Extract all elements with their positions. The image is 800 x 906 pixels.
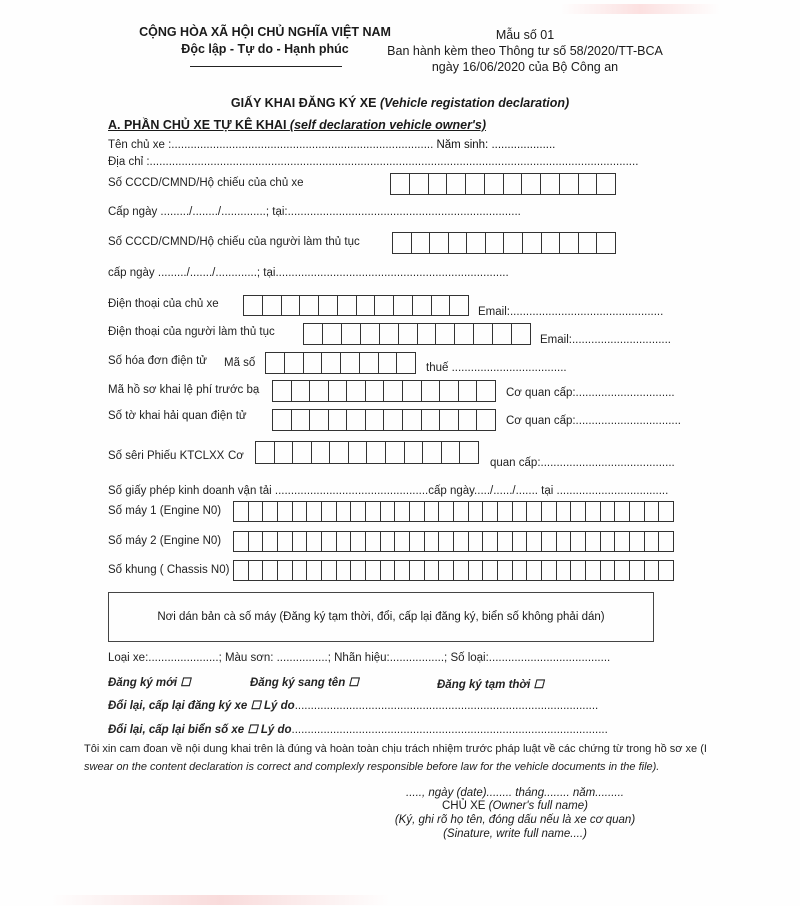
input-cell[interactable] — [263, 532, 278, 551]
engine2-boxes[interactable] — [233, 531, 674, 552]
fee-dossier-boxes[interactable] — [272, 380, 496, 402]
input-cell[interactable] — [366, 561, 381, 580]
input-cell[interactable] — [571, 532, 586, 551]
option-new-registration[interactable]: Đăng ký mới ☐ — [108, 677, 191, 689]
input-cell[interactable] — [337, 561, 352, 580]
issued-by: Ban hành kèm theo Thông tư số 58/2020/TT-BCA — [387, 44, 663, 58]
input-cell[interactable] — [571, 561, 586, 580]
engine-rubbing-sticker-area: Nơi dán bản cà số máy (Đăng ký tạm thời, đổi, cấp lại đăng ký, biển số không phải dán) — [108, 592, 654, 642]
owner-phone-boxes[interactable] — [243, 295, 469, 316]
issued-date: ngày 16/06/2020 của Bộ Công an — [431, 60, 619, 74]
input-cell[interactable] — [394, 296, 413, 315]
input-cell[interactable] — [244, 296, 263, 315]
input-cell[interactable] — [425, 532, 440, 551]
input-cell[interactable] — [349, 442, 368, 463]
input-cell[interactable] — [425, 502, 440, 521]
input-cell[interactable] — [542, 233, 561, 253]
input-cell[interactable] — [285, 353, 304, 373]
input-cell[interactable] — [483, 532, 498, 551]
input-cell[interactable] — [579, 233, 598, 253]
input-cell[interactable] — [263, 296, 282, 315]
input-cell[interactable] — [527, 532, 542, 551]
input-cell[interactable] — [422, 410, 441, 430]
input-cell[interactable] — [342, 324, 361, 344]
input-cell[interactable] — [486, 233, 505, 253]
agent-phone-boxes[interactable] — [303, 323, 531, 345]
input-cell[interactable] — [498, 561, 513, 580]
input-cell[interactable] — [338, 296, 357, 315]
input-cell[interactable] — [367, 442, 386, 463]
input-cell[interactable] — [347, 381, 366, 401]
input-cell[interactable] — [310, 381, 329, 401]
input-cell[interactable] — [234, 502, 249, 521]
input-cell[interactable] — [384, 381, 403, 401]
option-reissue-plate[interactable]: Đổi lại, cấp lại biển số xe ☐ Lý do................................................................................................... — [108, 724, 608, 736]
input-cell[interactable] — [586, 532, 601, 551]
input-cell[interactable] — [432, 296, 451, 315]
input-cell[interactable] — [234, 561, 249, 580]
input-cell[interactable] — [513, 561, 528, 580]
engine1-label: Số máy 1 (Engine N0) — [108, 505, 222, 517]
input-cell[interactable] — [571, 502, 586, 521]
input-cell[interactable] — [439, 502, 454, 521]
section-a-heading: A. PHẦN CHỦ XE TỰ KÊ KHAI (self declaration vehicle owner's) — [108, 118, 487, 132]
input-cell[interactable] — [312, 442, 331, 463]
input-cell[interactable] — [601, 561, 616, 580]
input-cell[interactable] — [422, 381, 441, 401]
input-cell[interactable] — [304, 324, 323, 344]
input-cell[interactable] — [337, 532, 352, 551]
customs-agency-field[interactable]: Cơ quan cấp:................................. — [506, 415, 681, 427]
input-cell[interactable] — [403, 410, 422, 430]
input-cell[interactable] — [381, 532, 396, 551]
input-cell[interactable] — [380, 324, 399, 344]
ktclxx-label: Số sêri Phiếu KTCLXX — [108, 450, 225, 462]
input-cell[interactable] — [455, 324, 474, 344]
input-cell[interactable] — [263, 502, 278, 521]
input-cell[interactable] — [467, 233, 486, 253]
input-cell[interactable] — [498, 532, 513, 551]
engine2-label: Số máy 2 (Engine N0) — [108, 535, 222, 547]
input-cell[interactable] — [459, 410, 478, 430]
input-cell[interactable] — [412, 233, 431, 253]
option-temporary-registration[interactable]: Đăng ký tạm thời ☐ — [437, 679, 544, 691]
form-number: Mẫu số 01 — [495, 28, 555, 42]
input-cell[interactable] — [442, 442, 461, 463]
input-cell[interactable] — [557, 502, 572, 521]
input-cell[interactable] — [440, 381, 459, 401]
input-cell[interactable] — [615, 561, 630, 580]
form-reference — [385, 27, 665, 75]
input-cell[interactable] — [469, 561, 484, 580]
input-cell[interactable] — [460, 442, 478, 463]
input-cell[interactable] — [449, 233, 468, 253]
input-cell[interactable] — [560, 174, 579, 194]
agent-id-label: Số CCCD/CMND/Hộ chiếu của người làm thủ tục — [108, 236, 360, 248]
input-cell[interactable] — [249, 561, 264, 580]
input-cell[interactable] — [483, 561, 498, 580]
input-cell[interactable] — [557, 561, 572, 580]
owner-email-field[interactable]: Email:................................................ — [478, 306, 664, 318]
input-cell[interactable] — [498, 502, 513, 521]
motto: Độc lập - Tự do - Hạnh phúc — [181, 42, 349, 56]
input-cell[interactable] — [361, 324, 380, 344]
input-cell[interactable] — [601, 502, 616, 521]
input-cell[interactable] — [542, 502, 557, 521]
input-cell[interactable] — [527, 561, 542, 580]
input-cell[interactable] — [323, 324, 342, 344]
input-cell[interactable] — [542, 532, 557, 551]
agent-id-boxes[interactable] — [392, 232, 616, 254]
input-cell[interactable] — [450, 296, 468, 315]
input-cell[interactable] — [403, 381, 422, 401]
input-cell[interactable] — [645, 502, 660, 521]
input-cell[interactable] — [659, 532, 673, 551]
input-cell[interactable] — [351, 561, 366, 580]
input-cell[interactable] — [469, 502, 484, 521]
input-cell[interactable] — [357, 296, 376, 315]
input-cell[interactable] — [429, 174, 448, 194]
input-cell[interactable] — [293, 561, 308, 580]
input-cell[interactable] — [329, 410, 348, 430]
declaration-line-1: Tôi xin cam đoan về nội dung khai trên là đúng và hoàn toàn chịu trách nhiệm trước pháp luật về các chứng từ trong hồ sơ xe (I — [84, 743, 707, 755]
input-cell[interactable] — [597, 174, 615, 194]
input-cell[interactable] — [337, 502, 352, 521]
input-cell[interactable] — [601, 532, 616, 551]
input-cell[interactable] — [278, 532, 293, 551]
national-header — [125, 24, 405, 58]
transport-license-field[interactable]: Số giấy phép kinh doanh vận tải ................................................cấp ngày...../....../....... tại ................................... — [108, 485, 669, 497]
input-cell[interactable] — [278, 502, 293, 521]
input-cell[interactable] — [454, 561, 469, 580]
input-cell[interactable] — [493, 324, 512, 344]
input-cell[interactable] — [436, 324, 455, 344]
input-cell[interactable] — [330, 442, 349, 463]
input-cell[interactable] — [307, 561, 322, 580]
input-cell[interactable] — [474, 324, 493, 344]
input-cell[interactable] — [293, 532, 308, 551]
input-cell[interactable] — [249, 532, 264, 551]
ktclxx-boxes[interactable] — [255, 441, 479, 464]
tax-code-boxes[interactable] — [265, 352, 416, 374]
input-cell[interactable] — [560, 233, 579, 253]
input-cell[interactable] — [466, 174, 485, 194]
input-cell[interactable] — [630, 532, 645, 551]
input-cell[interactable] — [351, 502, 366, 521]
agent-email-field[interactable]: Email:............................... — [540, 334, 671, 346]
vehicle-info-field[interactable]: Loại xe:......................; Màu sơn: ................; Nhãn hiệu:.................; Số loại:...................................... — [108, 652, 611, 664]
input-cell[interactable] — [292, 381, 311, 401]
input-cell[interactable] — [366, 532, 381, 551]
scan-tint — [50, 895, 390, 905]
input-cell[interactable] — [322, 561, 337, 580]
input-cell[interactable] — [366, 410, 385, 430]
birth-year-field[interactable]: Năm sinh: .................... — [436, 139, 556, 151]
tax-suffix-field[interactable]: thuế .................................... — [426, 362, 567, 374]
owner-phone-label: Điện thoại của chủ xe — [108, 298, 219, 310]
engine1-boxes[interactable] — [233, 501, 674, 522]
input-cell[interactable] — [275, 442, 294, 463]
input-cell[interactable] — [366, 502, 381, 521]
input-cell[interactable] — [597, 233, 615, 253]
address-field[interactable]: Địa chỉ :......................................................................................................................................................... — [108, 156, 639, 168]
input-cell[interactable] — [379, 353, 398, 373]
input-cell[interactable] — [527, 502, 542, 521]
input-cell[interactable] — [469, 532, 484, 551]
input-cell[interactable] — [523, 233, 542, 253]
input-cell[interactable] — [310, 410, 329, 430]
input-cell[interactable] — [293, 442, 312, 463]
option-transfer-registration[interactable]: Đăng ký sang tên ☐ — [250, 677, 359, 689]
input-cell[interactable] — [341, 353, 360, 373]
input-cell[interactable] — [477, 381, 495, 401]
input-cell[interactable] — [393, 233, 412, 253]
ktclxx-co-label: Cơ — [228, 450, 244, 462]
input-cell[interactable] — [384, 410, 403, 430]
input-cell[interactable] — [282, 296, 301, 315]
agent-phone-label: Điện thoại của người làm thủ tục — [108, 326, 275, 338]
ktclxx-agency-field[interactable]: quan cấp:.......................................... — [490, 457, 675, 469]
invoice-label: Số hóa đơn điện tử — [108, 355, 208, 367]
input-cell[interactable] — [439, 561, 454, 580]
input-cell[interactable] — [410, 502, 425, 521]
chassis-label: Số khung ( Chassis N0) — [108, 564, 230, 576]
input-cell[interactable] — [322, 502, 337, 521]
input-cell[interactable] — [399, 324, 418, 344]
input-cell[interactable] — [659, 561, 673, 580]
input-cell[interactable] — [397, 353, 415, 373]
signature-owner-title: CHỦ XE (Owner's full name) — [442, 800, 588, 812]
input-cell[interactable] — [439, 532, 454, 551]
input-cell[interactable] — [360, 353, 379, 373]
input-cell[interactable] — [307, 502, 322, 521]
owner-id-boxes[interactable] — [390, 173, 616, 195]
input-cell[interactable] — [483, 502, 498, 521]
input-cell[interactable] — [410, 532, 425, 551]
agent-id-issued-field[interactable]: cấp ngày ........./......./.............; tại......................................................................... — [108, 267, 509, 279]
fee-dossier-label: Mã hồ sơ khai lệ phí trước bạ — [108, 384, 260, 396]
input-cell[interactable] — [263, 561, 278, 580]
input-cell[interactable] — [351, 532, 366, 551]
input-cell[interactable] — [430, 233, 449, 253]
input-cell[interactable] — [366, 381, 385, 401]
country-name: CỘNG HÒA XÃ HỘI CHỦ NGHĨA VIỆT NAM — [139, 25, 391, 39]
input-cell[interactable] — [278, 561, 293, 580]
owner-id-issued-field[interactable]: Cấp ngày ........./......../..............; tại:......................................................................... — [108, 206, 521, 218]
input-cell[interactable] — [381, 502, 396, 521]
input-cell[interactable] — [266, 353, 285, 373]
input-cell[interactable] — [504, 233, 523, 253]
input-cell[interactable] — [329, 381, 348, 401]
scan-tint — [560, 4, 720, 14]
input-cell[interactable] — [410, 561, 425, 580]
input-cell[interactable] — [447, 174, 466, 194]
signature-note: (Ký, ghi rõ họ tên, đóng dấu nếu là xe cơ quan) — [394, 814, 636, 826]
signature-note-en: (Sinature, write full name....) — [443, 828, 587, 840]
input-cell[interactable] — [375, 296, 394, 315]
input-cell[interactable] — [522, 174, 541, 194]
input-cell[interactable] — [645, 561, 660, 580]
input-cell[interactable] — [513, 532, 528, 551]
input-cell[interactable] — [659, 502, 673, 521]
input-cell[interactable] — [440, 410, 459, 430]
input-cell[interactable] — [513, 502, 528, 521]
input-cell[interactable] — [630, 561, 645, 580]
input-cell[interactable] — [413, 296, 432, 315]
input-cell[interactable] — [454, 532, 469, 551]
input-cell[interactable] — [307, 532, 322, 551]
input-cell[interactable] — [391, 174, 410, 194]
input-cell[interactable] — [386, 442, 405, 463]
input-cell[interactable] — [300, 296, 319, 315]
fee-agency-field[interactable]: Cơ quan cấp:............................... — [506, 387, 675, 399]
input-cell[interactable] — [557, 532, 572, 551]
input-cell[interactable] — [485, 174, 504, 194]
input-cell[interactable] — [304, 353, 323, 373]
input-cell[interactable] — [477, 410, 495, 430]
input-cell[interactable] — [395, 502, 410, 521]
customs-label: Số tờ khai hải quan điện tử — [108, 410, 247, 422]
input-cell[interactable] — [319, 296, 338, 315]
input-cell[interactable] — [512, 324, 530, 344]
input-cell[interactable] — [615, 532, 630, 551]
input-cell[interactable] — [249, 502, 264, 521]
input-cell[interactable] — [256, 442, 275, 463]
input-cell[interactable] — [459, 381, 478, 401]
tax-code-label: Mã số — [224, 357, 256, 369]
input-cell[interactable] — [395, 532, 410, 551]
input-cell[interactable] — [425, 561, 440, 580]
input-cell[interactable] — [418, 324, 437, 344]
input-cell[interactable] — [586, 561, 601, 580]
input-cell[interactable] — [410, 174, 429, 194]
input-cell[interactable] — [395, 561, 410, 580]
input-cell[interactable] — [292, 410, 311, 430]
input-cell[interactable] — [615, 502, 630, 521]
declaration-line-2: swear on the content declaration is correct and complexly responsible before law for the vehicle documents in the file). — [84, 761, 660, 773]
input-cell[interactable] — [322, 532, 337, 551]
input-cell[interactable] — [293, 502, 308, 521]
owner-id-label: Số CCCD/CMND/Hộ chiếu của chủ xe — [108, 177, 304, 189]
input-cell[interactable] — [322, 353, 341, 373]
chassis-boxes[interactable] — [233, 560, 674, 581]
input-cell[interactable] — [579, 174, 598, 194]
input-cell[interactable] — [405, 442, 424, 463]
input-cell[interactable] — [234, 532, 249, 551]
option-reissue-registration[interactable]: Đổi lại, cấp lại đăng ký xe ☐ Lý do............................................................................................... — [108, 700, 599, 712]
input-cell[interactable] — [454, 502, 469, 521]
document-title: GIẤY KHAI ĐĂNG KÝ XE (Vehicle registation declaration) — [230, 96, 570, 110]
input-cell[interactable] — [630, 502, 645, 521]
input-cell[interactable] — [504, 174, 523, 194]
input-cell[interactable] — [541, 174, 560, 194]
input-cell[interactable] — [347, 410, 366, 430]
input-cell[interactable] — [273, 410, 292, 430]
input-cell[interactable] — [542, 561, 557, 580]
input-cell[interactable] — [273, 381, 292, 401]
header-divider — [190, 66, 342, 67]
owner-name-field[interactable]: Tên chủ xe :.................................................................................. Năm sinh: .................... — [108, 139, 556, 151]
input-cell[interactable] — [645, 532, 660, 551]
signature-date: ....., ngày (date)........ tháng........ năm......... — [406, 787, 624, 799]
input-cell[interactable] — [423, 442, 442, 463]
customs-boxes[interactable] — [272, 409, 496, 431]
input-cell[interactable] — [381, 561, 396, 580]
input-cell[interactable] — [586, 502, 601, 521]
